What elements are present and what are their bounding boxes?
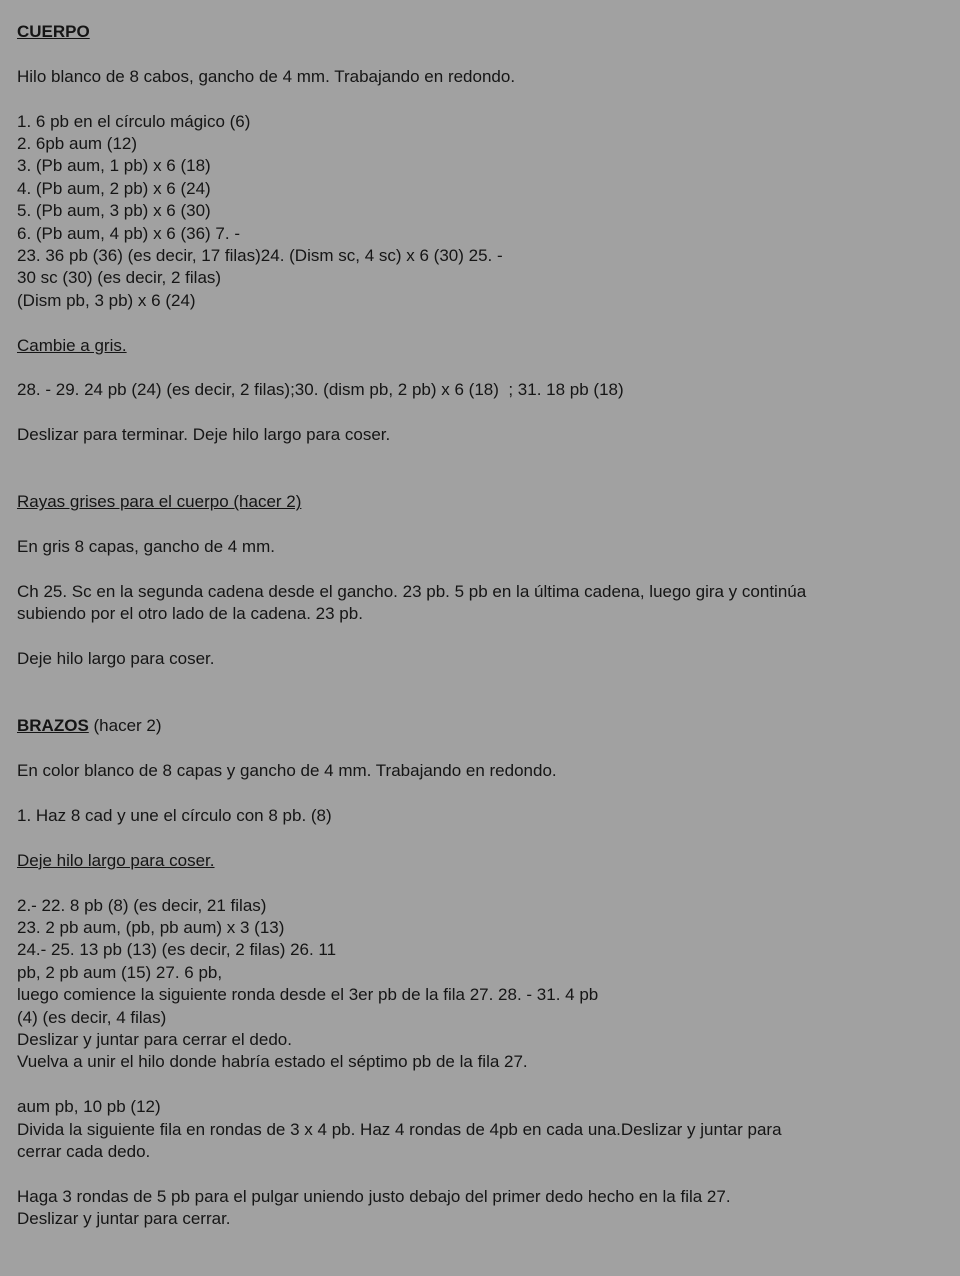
cuerpo-heading: CUERPO bbox=[17, 22, 90, 41]
brazos-heading-line bbox=[17, 715, 947, 737]
brazos-row: 24.- 25. 13 pb (13) (es decir, 2 filas) 26. 11 bbox=[17, 940, 337, 960]
cuerpo-row: 23. 36 pb (36) (es decir, 17 filas)24. (Dism sc, 4 sc) x 6 (30) 25. - bbox=[17, 246, 503, 266]
brazos-row-1: 1. Haz 8 cad y une el círculo con 8 pb. (8) bbox=[17, 806, 332, 826]
brazos-row: luego comience la siguiente ronda desde el 3er pb de la fila 27. 28. - 31. 4 pb bbox=[17, 985, 599, 1005]
document-page bbox=[17, 21, 947, 1231]
brazos-heading-note: (hacer 2) bbox=[88, 716, 162, 736]
rayas-instruction: subiendo por el otro lado de la cadena. 23 pb. bbox=[17, 604, 363, 624]
cuerpo-rows-2: 28. - 29. 24 pb (24) (es decir, 2 filas);30. (dism pb, 2 pb) x 6 (18) ; 31. 18 pb (18) bbox=[17, 380, 624, 400]
cuerpo-finish: Deslizar para terminar. Deje hilo largo para coser. bbox=[17, 425, 391, 445]
brazos-row: (4) (es decir, 4 filas) bbox=[17, 1007, 167, 1027]
rayas-finish: Deje hilo largo para coser. bbox=[17, 649, 215, 669]
cuerpo-intro: Hilo blanco de 8 cabos, gancho de 4 mm. Trabajando en redondo. bbox=[17, 66, 516, 86]
brazos-row: Vuelva a unir el hilo donde habría estado el séptimo pb de la fila 27. bbox=[17, 1052, 528, 1072]
brazos-row-2: Divida la siguiente fila en rondas de 3 x 4 pb. Haz 4 rondas de 4pb en cada una.Deslizar y juntar para bbox=[17, 1119, 782, 1139]
cuerpo-row: 30 sc (30) (es decir, 2 filas) bbox=[17, 268, 222, 288]
brazos-thumb: Deslizar y juntar para cerrar. bbox=[17, 1209, 231, 1229]
brazos-note: Deje hilo largo para coser. bbox=[17, 850, 215, 870]
brazos-row: pb, 2 pb aum (15) 27. 6 pb, bbox=[17, 962, 223, 982]
brazos-heading: BRAZOS bbox=[17, 716, 89, 736]
section-cuerpo bbox=[17, 21, 947, 447]
section-brazos bbox=[17, 715, 947, 1230]
cuerpo-row: 3. (Pb aum, 1 pb) x 6 (18) bbox=[17, 156, 211, 176]
cuerpo-row: 6. (Pb aum, 4 pb) x 6 (36) 7. - bbox=[17, 223, 240, 243]
brazos-row: Deslizar y juntar para cerrar el dedo. bbox=[17, 1030, 292, 1050]
brazos-row: 23. 2 pb aum, (pb, pb aum) x 3 (13) bbox=[17, 918, 285, 938]
brazos-row-2: aum pb, 10 pb (12) bbox=[17, 1097, 161, 1117]
brazos-thumb: Haga 3 rondas de 5 pb para el pulgar uniendo justo debajo del primer dedo hecho en la fila 27. bbox=[17, 1186, 731, 1206]
cuerpo-row: 1. 6 pb en el círculo mágico (6) bbox=[17, 111, 251, 131]
rayas-heading: Rayas grises para el cuerpo (hacer 2) bbox=[17, 492, 302, 512]
cuerpo-row: 4. (Pb aum, 2 pb) x 6 (24) bbox=[17, 178, 211, 198]
rayas-instruction: Ch 25. Sc en la segunda cadena desde el gancho. 23 pb. 5 pb en la última cadena, luego gira y continúa bbox=[17, 582, 807, 602]
section-rayas bbox=[17, 491, 947, 670]
brazos-intro: En color blanco de 8 capas y gancho de 4 mm. Trabajando en redondo. bbox=[17, 761, 557, 781]
cuerpo-row: 5. (Pb aum, 3 pb) x 6 (30) bbox=[17, 201, 211, 221]
brazos-row-2: cerrar cada dedo. bbox=[17, 1142, 151, 1162]
cuerpo-row: (Dism pb, 3 pb) x 6 (24) bbox=[17, 290, 196, 310]
cuerpo-change-color: Cambie a gris. bbox=[17, 335, 127, 355]
brazos-row: 2.- 22. 8 pb (8) (es decir, 21 filas) bbox=[17, 895, 267, 915]
rayas-intro: En gris 8 capas, gancho de 4 mm. bbox=[17, 537, 275, 557]
cuerpo-row: 2. 6pb aum (12) bbox=[17, 134, 138, 153]
